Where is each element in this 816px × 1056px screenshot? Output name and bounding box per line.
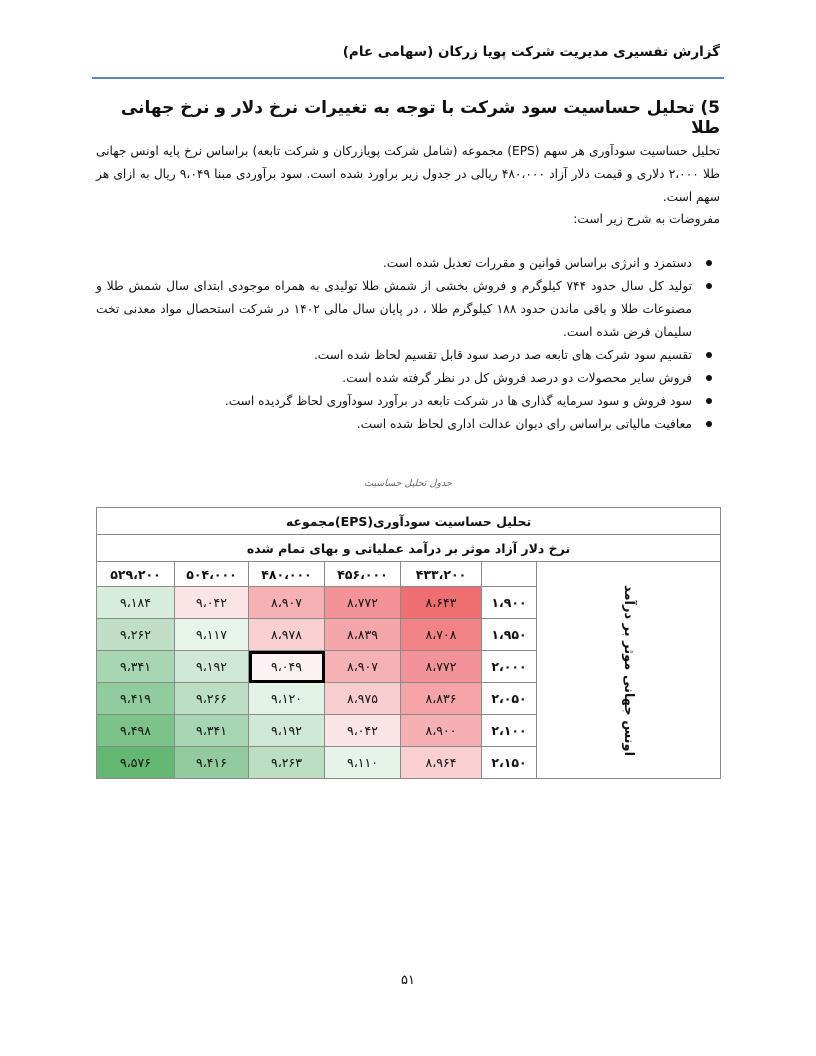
table-cell: ۹،۱۹۲ [249,715,325,747]
table-cell: ۹،۰۴۲ [175,587,249,619]
table-cell: ۸،۹۶۴ [401,747,482,779]
list-item-text: فروش سایر محصولات دو درصد فروش کل در نظر گرفته شده است. [342,371,692,385]
table-cell: ۹،۰۴۲ [325,715,401,747]
column-header: ۴۵۶،۰۰۰ [325,562,401,587]
table-cell: ۹،۵۷۶ [97,747,175,779]
table-cell: ۸،۹۰۷ [249,587,325,619]
table-cell: ۹،۱۲۰ [249,683,325,715]
bullet-dot-icon [706,375,712,381]
table-cell: ۸،۹۰۷ [325,651,401,683]
table-cell: ۸،۸۳۶ [401,683,482,715]
row-header: ۲،۱۰۰ [482,715,537,747]
table-cell: ۸،۹۷۵ [325,683,401,715]
page-header-title: گزارش تفسیری مدیریت شرکت پویا زرکان (سهامی عام) [342,44,720,60]
bullet-dot-icon [706,398,712,404]
table-cell: ۸،۶۴۳ [401,587,482,619]
list-item [96,413,720,436]
row-header: ۲،۱۵۰ [482,747,537,779]
list-item [96,390,720,413]
list-item-text: دستمزد و انرژی براساس قوانین و مقررات تعدیل شده است. [382,256,692,270]
table-cell: ۹،۱۹۲ [175,651,249,683]
column-header: ۴۸۰،۰۰۰ [249,562,325,587]
list-item-text: سود فروش و سود سرمایه گذاری ها در شرکت تابعه در برآورد سودآوری لحاظ گردیده است. [224,394,692,408]
table-cell: ۹،۳۴۱ [97,651,175,683]
column-header: ۵۲۹،۲۰۰ [97,562,175,587]
header-divider [92,77,724,79]
row-header: ۱،۹۵۰ [482,619,537,651]
side-label: اونس جهانی موثر بر درآمد [620,584,636,756]
column-header: ۴۳۳،۲۰۰ [401,562,482,587]
table-cell: ۸،۸۳۹ [325,619,401,651]
row-header: ۱،۹۰۰ [482,587,537,619]
table-cell: ۹،۴۱۶ [175,747,249,779]
table-cell: ۹،۱۱۷ [175,619,249,651]
table-cell: ۹،۲۶۲ [97,619,175,651]
table-title: تحلیل حساسیت سودآوری(EPS)مجموعه [97,508,721,535]
list-item-text: تقسیم سود شرکت های تابعه صد درصد سود قابل تقسیم لحاظ شده است. [313,348,692,362]
table-cell: ۸،۹۷۸ [249,619,325,651]
list-item [96,252,720,275]
side-label-cell [537,562,721,779]
list-item [96,344,720,367]
corner-cell [482,562,537,587]
table-cell: ۸،۹۰۰ [401,715,482,747]
table-cell: ۹،۱۸۴ [97,587,175,619]
assumptions-label: مفروضات به شرح زیر است: [573,212,720,226]
table-cell: ۹،۲۶۳ [249,747,325,779]
section-title: 5) تحلیل حساسیت سود شرکت با توجه به تغییرات نرخ دلار و نرخ جهانی طلا [120,98,720,138]
sensitivity-table [96,507,721,779]
table-cell: ۹،۲۶۶ [175,683,249,715]
table-cell: ۸،۷۷۲ [401,651,482,683]
table-cell: ۹،۳۴۱ [175,715,249,747]
bullet-dot-icon [706,283,712,289]
table-cell: ۹،۴۱۹ [97,683,175,715]
table-cell: ۹،۱۱۰ [325,747,401,779]
table-cell: ۹،۴۹۸ [97,715,175,747]
assumptions-list [96,252,720,436]
bullet-dot-icon [706,352,712,358]
row-header: ۲،۰۰۰ [482,651,537,683]
list-item-text: معافیت مالیاتی براساس رای دیوان عدالت اداری لحاظ شده است. [356,417,692,431]
table-caption: جدول تحلیل حساسیت [364,478,452,489]
list-item [96,367,720,390]
list-item-text: تولید کل سال حدود ۷۴۴ کیلوگرم و فروش بخشی از شمش طلا تولیدی به همراه موجودی ابتدای سال شمش طلا و مصنوعات طلا و باقی ماندن حدود ۱۸۸ کیلوگرم طلا ، در پایان سال مالی ۱۴۰۲ در شرکت استحصال مواد معدنی تخت سلیمان فرض شده است. [96,279,693,339]
page-number: ۵۱ [401,973,415,988]
intro-paragraph: تحلیل حساسیت سودآوری هر سهم (EPS) مجموعه (شامل شرکت پویازرکان و شرکت تابعه) براساس نرخ پایه اونس جهانی طلا ۲،۰۰۰ دلاری و قیمت دلار آزاد ۴۸۰،۰۰۰ ریالی در جدول زیر براورد شده است. سود برآوردی مبنا ۹،۰۴۹ ریال به ازای هر سهم است. [96,144,721,204]
table-subtitle: نرخ دلار آزاد موثر بر درآمد عملیاتی و بهای تمام شده [97,535,721,562]
list-item [96,275,720,344]
table-cell: ۸،۷۰۸ [401,619,482,651]
table-cell: ۹،۰۴۹ [249,651,325,683]
table-cell: ۸،۷۷۲ [325,587,401,619]
column-header: ۵۰۴،۰۰۰ [175,562,249,587]
row-header: ۲،۰۵۰ [482,683,537,715]
bullet-dot-icon [706,260,712,266]
bullet-dot-icon [706,421,712,427]
